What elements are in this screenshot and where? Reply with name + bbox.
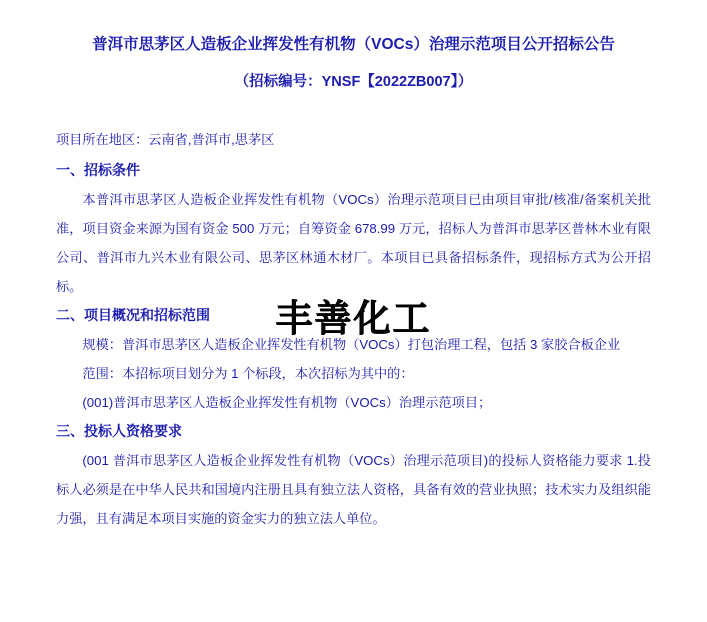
- project-location-line: 项目所在地区：云南省,普洱市,思茅区: [56, 132, 275, 147]
- section-3-paragraph-1: (001 普洱市思茅区人造板企业挥发性有机物（VOCs）治理示范项目)的投标人资格能力要求 1.投标人必须是在中华人民共和国境内注册且具有独立法人资格，具备有效的营业执照；技术实力及组织能力强，且有满足本项目实施的资金实力的独立法人单位。: [56, 453, 651, 526]
- page-title: 普洱市思茅区人造板企业挥发性有机物（VOCs）治理示范项目公开招标公告: [92, 36, 615, 53]
- document-body: [56, 125, 651, 533]
- watermark-text: 丰善化工: [275, 297, 432, 340]
- section-1-paragraph-1: 本普洱市思茅区人造板企业挥发性有机物（VOCs）治理示范项目已由项目审批/核准/备案机关批准，项目资金来源为国有资金 500 万元；自筹资金 678.99 万元，招标人为普洱市思茅区普林木业有限公司、普洱市九兴木业有限公司、思茅区林通木材厂。本项目已具备招标条件，现招标方式为公开招标。: [56, 192, 651, 294]
- section-2-paragraph-2: 范围：本招标项目划分为 1 个标段，本次招标为其中的：: [82, 366, 414, 381]
- section-2-paragraph-3: (001)普洱市思茅区人造板企业挥发性有机物（VOCs）治理示范项目；: [82, 395, 492, 410]
- section-heading-2: 二、项目概况和招标范围: [56, 307, 210, 323]
- section-heading-3: 三、投标人资格要求: [56, 423, 182, 439]
- section-2-paragraph-1: 规模：普洱市思茅区人造板企业挥发性有机物（VOCs）打包治理工程，包括 3 家胶合板企业: [82, 337, 621, 352]
- tender-number-subtitle: （招标编号：YNSF【2022ZB007】）: [234, 74, 473, 90]
- section-heading-1: 一、招标条件: [56, 162, 140, 178]
